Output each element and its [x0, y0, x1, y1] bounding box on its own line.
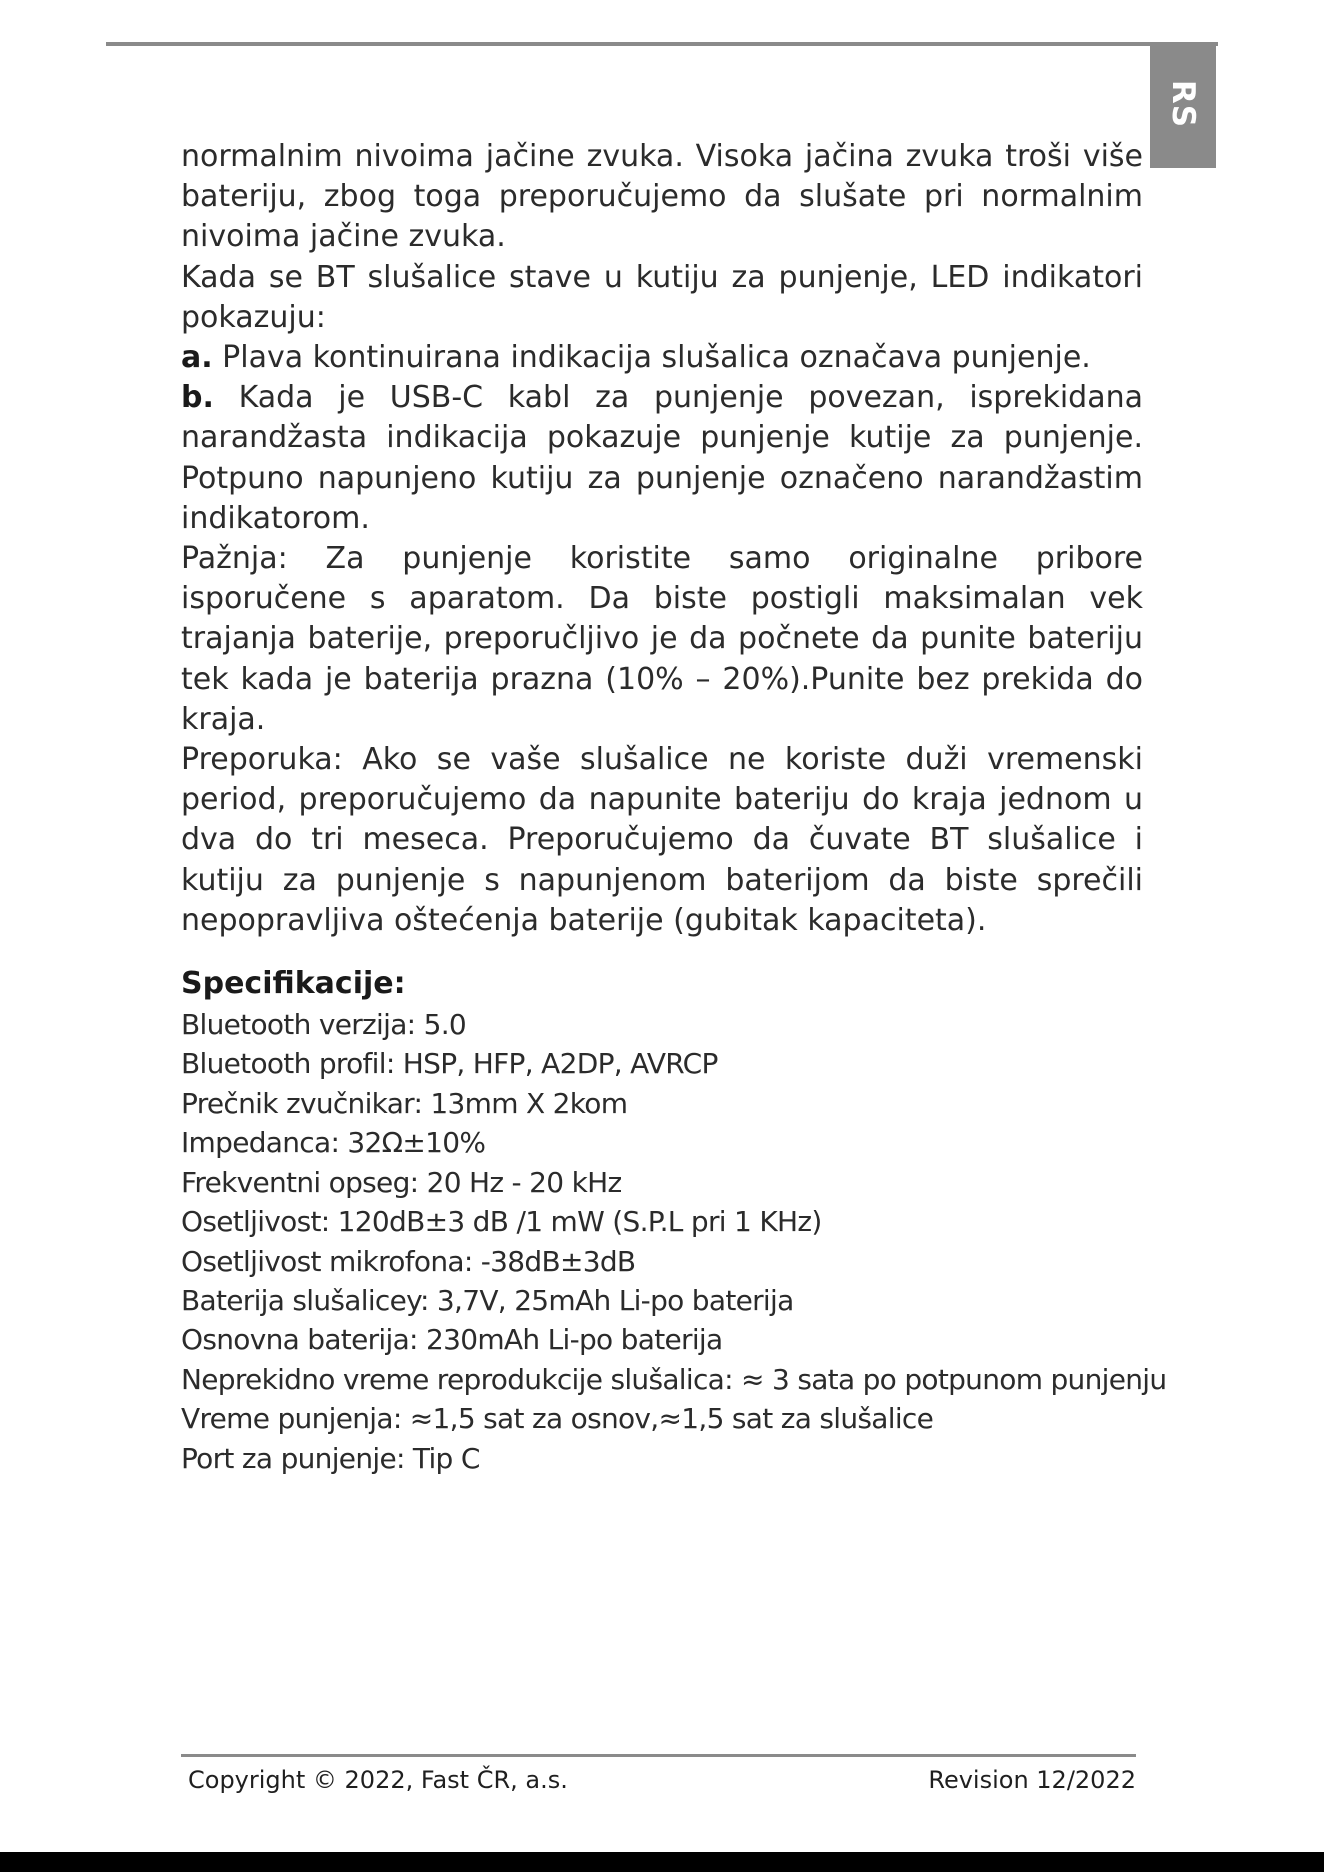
- list-text-a: Plava kontinuirana indikacija slušalica označava punjenje.: [212, 340, 1091, 376]
- spec-item: Bluetooth profil: HSP, HFP, A2DP, AVRCP: [181, 1047, 718, 1081]
- spec-item: Frekventni opseg: 20 Hz - 20 kHz: [181, 1165, 622, 1199]
- footer-revision: Revision 12/2022: [928, 1766, 1136, 1794]
- spec-item: Vreme punjenja: ≈1,5 sat za osnov,≈1,5 sat za slušalice: [181, 1402, 934, 1436]
- spec-item: Prečnik zvučnikar: 13mm X 2kom: [181, 1086, 628, 1120]
- specs-heading: Specifikacije:: [181, 966, 406, 1002]
- list-text-b: Kada je USB-C kabl za punjenje povezan, isprekidana narandžasta indikacija pokazuje punjenje kutije za punjenje. Potpuno napunjeno kutiju za punjenje označeno narandžastim indikatorom.: [181, 380, 1143, 536]
- paragraph-led-intro: Kada se BT slušalice stave u kutiju za punjenje, LED indikatori pokazuju:: [181, 259, 1143, 335]
- spec-item: Port za punjenje: Tip C: [181, 1441, 480, 1475]
- spec-item: Neprekidno vreme reprodukcije slušalica: ≈ 3 sata po potpunom punjenju: [181, 1362, 1167, 1396]
- spec-item: Osnovna baterija: 230mAh Li-po baterija: [181, 1323, 723, 1357]
- specs-list: [181, 1005, 1167, 1478]
- list-item-a: [181, 338, 1143, 378]
- page-content: [181, 137, 1167, 1478]
- paragraph-volume: normalnim nivoima jačine zvuka. Visoka jačina zvuka troši više bateriju, zbog toga preporučujemo da slušate pri normalnim nivoima jačine zvuka.: [181, 139, 1143, 255]
- bottom-edge-bar: [0, 1852, 1324, 1872]
- paragraph-recommendation: [181, 740, 1143, 941]
- recommendation-label: Preporuka:: [181, 742, 343, 778]
- language-tab: [1150, 42, 1216, 168]
- recommendation-text: Ako se vaše slušalice ne koriste duži vremenski period, preporučujemo da napunite bateriju do kraja jednom u dva do tri meseca. Preporučujemo da čuvate BT slušalice i kutiju za punjenje s napunjenom baterijom da biste sprečili nepopravljiva oštećenja baterije (gubitak kapaciteta).: [181, 742, 1143, 938]
- spec-item: Impedanca: 32Ω±10%: [181, 1126, 486, 1160]
- spec-item: Baterija slušalicey: 3,7V, 25mAh Li-po baterija: [181, 1283, 794, 1317]
- list-item-b: [181, 378, 1143, 539]
- warning-label: Pažnja:: [181, 541, 288, 577]
- language-tab-label: RS: [1165, 79, 1201, 129]
- list-marker-a: a.: [181, 340, 213, 376]
- top-rule: [106, 42, 1218, 46]
- spec-item: Osetljivost: 120dB±3 dB /1 mW (S.P.L pri 1 KHz): [181, 1205, 822, 1239]
- spec-item: Osetljivost mikrofona: -38dB±3dB: [181, 1244, 636, 1278]
- footer-copyright: Copyright © 2022, Fast ČR, a.s.: [188, 1766, 568, 1794]
- warning-text: Za punjenje koristite samo originalne pribore isporučene s aparatom. Da biste postigli maksimalan vek trajanja baterije, preporučljivo je da počnete da punite bateriju tek kada je baterija prazna (10% – 20%).Punite bez prekida do kraja.: [181, 541, 1143, 737]
- spec-item: Bluetooth verzija: 5.0: [181, 1008, 467, 1042]
- list-marker-b: b.: [181, 380, 214, 416]
- footer-rule: [181, 1754, 1136, 1757]
- paragraph-warning: [181, 539, 1143, 740]
